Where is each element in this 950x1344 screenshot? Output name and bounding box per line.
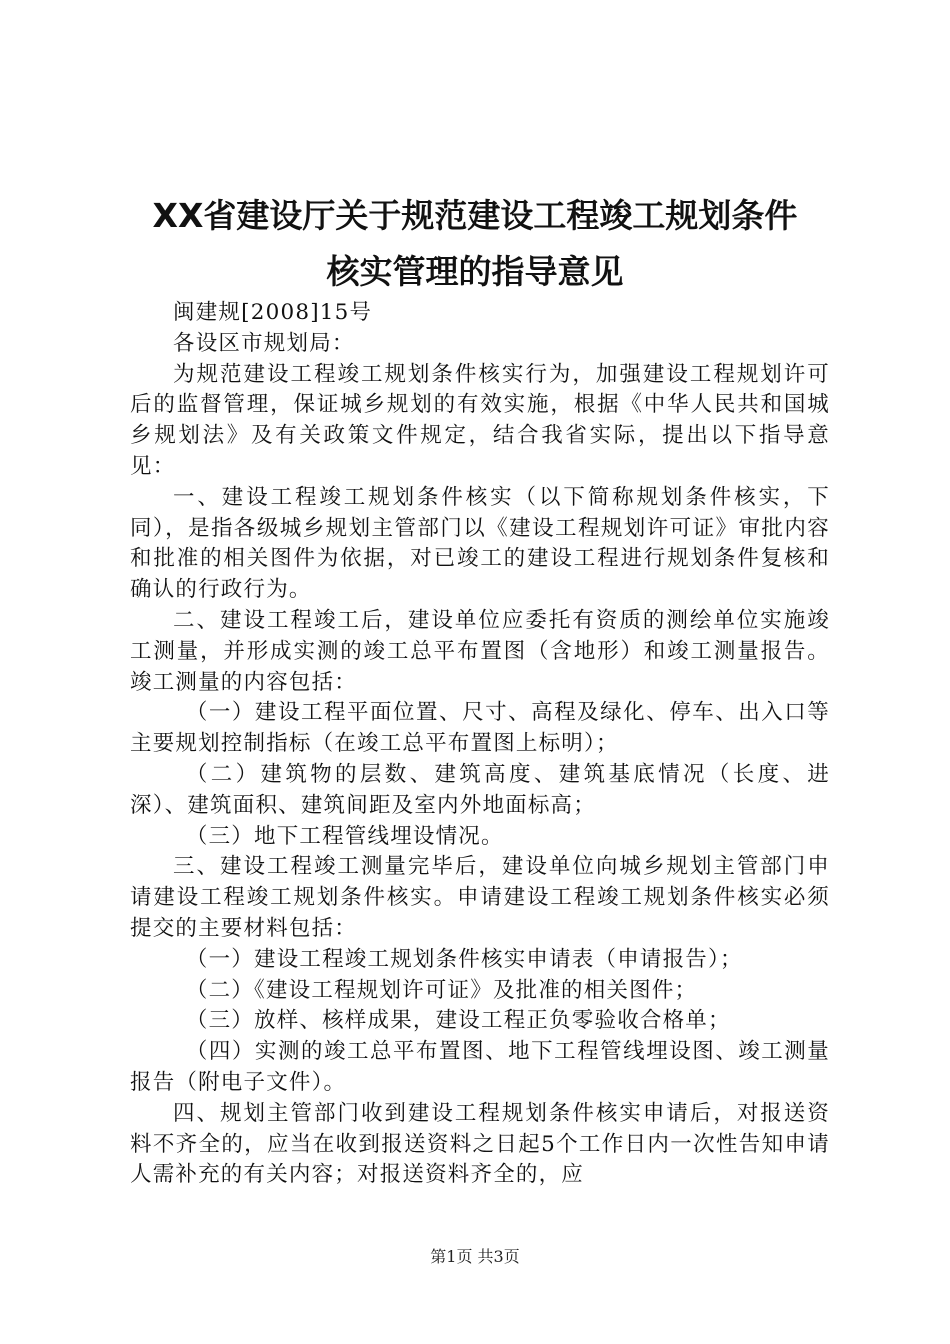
body-paragraph: 一、建设工程竣工规划条件核实（以下简称规划条件核实，下同），是指各级城乡规划主管部门以《建设工程规划许可证》审批内容和批准的相关图件为依据，对已竣工的建设工程进行规划条件复核和确认的行政行为。 (130, 484, 830, 603)
list-item: （三）放样、核样成果，建设工程正负零验收合格单； (185, 1008, 731, 1034)
list-item: （二）《建设工程规划许可证》及批准的相关图件； (185, 977, 698, 1003)
document-number: 闽建规[2008]15号 (173, 300, 373, 325)
list-item: （三）地下工程管线埋设情况。 (185, 823, 504, 849)
document-title-line-1: XX省建设厅关于规范建设工程竣工规划条件 (152, 196, 798, 235)
list-item: （二）建筑物的层数、建筑高度、建筑基底情况（长度、进深）、建筑面积、建筑间距及室内外地面标高； (130, 761, 830, 818)
list-item: （一）建设工程竣工规划条件核实申请表（申请报告）； (185, 946, 743, 972)
list-item: （四）实测的竣工总平布置图、地下工程管线埋设图、竣工测量报告（附电子文件）。 (130, 1039, 830, 1095)
body-paragraph: 三、建设工程竣工测量完毕后，建设单位向城乡规划主管部门申请建设工程竣工规划条件核实。申请建设工程竣工规划条件核实必须提交的主要材料包括： (130, 854, 830, 941)
body-paragraph: 二、建设工程竣工后，建设单位应委托有资质的测绘单位实施竣工测量，并形成实测的竣工总平布置图（含地形）和竣工测量报告。竣工测量的内容包括： (130, 607, 830, 695)
list-item: （一）建设工程平面位置、尺寸、高程及绿化、停车、出入口等主要规划控制指标（在竣工总平布置图上标明）； (130, 700, 830, 757)
body-paragraph: 四、规划主管部门收到建设工程规划条件核实申请后，对报送资料不齐全的，应当在收到报送资料之日起5个工作日内一次性告知申请人需补充的有关内容；对报送资料齐全的，应 (130, 1100, 830, 1188)
document-body (130, 298, 830, 1191)
body-paragraph: 为规范建设工程竣工规划条件核实行为，加强建设工程规划许可后的监督管理，保证城乡规划的有效实施，根据《中华人民共和国城乡规划法》及有关政策文件规定，结合我省实际，提出以下指导意见： (130, 361, 830, 479)
document-title-line-2: 核实管理的指导意见 (326, 252, 624, 291)
page-footer: 第1页 共3页 (430, 1247, 520, 1266)
addressee: 各设区市规划局： (173, 330, 355, 356)
